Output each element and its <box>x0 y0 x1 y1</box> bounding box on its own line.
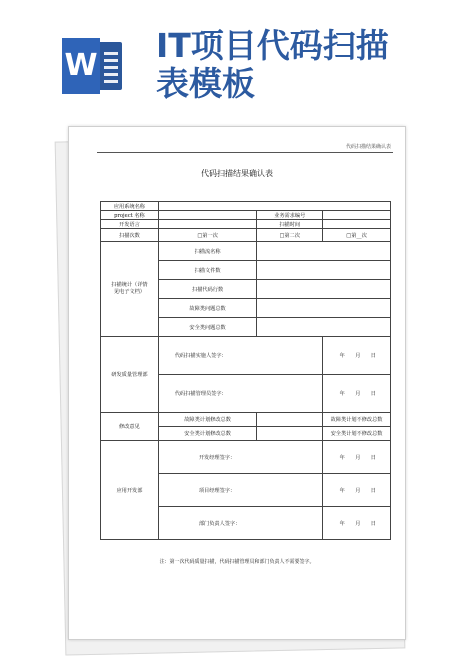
table-row <box>101 242 391 261</box>
month-label: 月 <box>355 353 361 359</box>
day-label: 日 <box>370 391 376 397</box>
template-title-line1: IT项目代码扫描 <box>156 26 389 65</box>
year-label: 年 <box>339 353 345 359</box>
label-business-req-no: 业务需求编号 <box>257 211 323 220</box>
checkbox-nth-scan[interactable]: □第__次 <box>323 229 391 242</box>
word-icon <box>62 38 126 94</box>
template-title <box>156 27 389 103</box>
stats-value-files <box>257 261 391 280</box>
dev-manager-date <box>323 441 391 474</box>
table-row <box>101 413 391 427</box>
month-label: 月 <box>355 487 361 494</box>
day-label: 日 <box>370 353 376 359</box>
template-title-line2: 表模板 <box>156 64 255 103</box>
dev-manager-sign-label: 开发经理签字： <box>158 441 322 474</box>
stats-label-files: 扫描文件数 <box>158 261 257 280</box>
label-sec-plan-fix: 安全类计划修改总数 <box>158 427 257 441</box>
label-rd-quality-dept: 研发质量管理部 <box>101 337 159 413</box>
label-app-name: 应用系统名称 <box>101 202 159 211</box>
scan-executor-sign-label: 代码扫描实施人签字： <box>158 337 322 375</box>
label-fault-plan-fix: 故障类计划修改总数 <box>158 413 257 427</box>
year-label: 年 <box>339 454 345 461</box>
table-row <box>101 229 391 242</box>
checkbox-first-scan[interactable]: □第一次 <box>158 229 257 242</box>
table-row <box>101 441 391 474</box>
running-head: 代码扫描结果确认表 <box>345 144 391 150</box>
dept-head-date <box>323 507 391 540</box>
value-business-req-no <box>323 211 391 220</box>
dept-head-sign-label: 部门负责人签字： <box>158 507 322 540</box>
label-scan-stats: 扫描统计（详情见电子文档） <box>101 242 159 337</box>
pm-date <box>323 474 391 507</box>
word-icon-letter: W <box>62 38 100 94</box>
label-scan-count: 扫描次数 <box>101 229 159 242</box>
label-dev-language: 开发语言 <box>101 220 159 229</box>
header-rule <box>97 152 393 153</box>
value-dev-language <box>158 220 257 229</box>
label-sec-plan-nofix: 安全类计划不修改总数 <box>323 427 391 441</box>
pm-sign-label: 项目经理签字： <box>158 474 322 507</box>
day-label: 日 <box>370 520 376 527</box>
label-fix-opinion: 修改意见 <box>101 413 159 441</box>
day-label: 日 <box>370 454 376 461</box>
table-row <box>101 220 391 229</box>
value-fault-plan-fix <box>257 413 323 427</box>
stats-value-security-issues <box>257 318 391 337</box>
year-label: 年 <box>339 391 345 397</box>
day-label: 日 <box>370 487 376 494</box>
table-row <box>101 337 391 375</box>
year-label: 年 <box>339 520 345 527</box>
month-label: 月 <box>355 520 361 527</box>
stats-value-lines <box>257 280 391 299</box>
label-scan-time: 扫描时间 <box>257 220 323 229</box>
checkbox-second-scan[interactable]: □第二次 <box>257 229 323 242</box>
value-scan-time <box>323 220 391 229</box>
scan-admin-date <box>323 375 391 413</box>
year-label: 年 <box>339 487 345 494</box>
table-row <box>101 202 391 211</box>
stats-value-fault-issues <box>257 299 391 318</box>
scan-executor-date <box>323 337 391 375</box>
month-label: 月 <box>355 454 361 461</box>
stats-value-stream <box>257 242 391 261</box>
stats-label-security-issues: 安全类问题总数 <box>158 318 257 337</box>
scan-admin-sign-label: 代码扫描管理员签字： <box>158 375 322 413</box>
document-page <box>68 126 406 640</box>
confirmation-form-table <box>100 201 391 540</box>
label-project-name: project 名称 <box>101 211 159 220</box>
month-label: 月 <box>355 391 361 397</box>
footnote: 注：第一次代码质量扫描，代码扫描管理员和部门负责人不需要签字。 <box>159 559 315 565</box>
template-banner <box>0 0 474 118</box>
value-app-name <box>158 202 390 211</box>
table-row <box>101 211 391 220</box>
stats-label-stream: 扫描流名称 <box>158 242 257 261</box>
value-project-name <box>158 211 257 220</box>
label-fault-plan-nofix: 故障类计划不修改总数 <box>323 413 391 427</box>
document-title: 代码扫描结果确认表 <box>201 169 273 178</box>
stats-label-fault-issues: 故障类问题总数 <box>158 299 257 318</box>
label-app-dev-dept: 应用开发部 <box>101 441 159 540</box>
value-sec-plan-fix <box>257 427 323 441</box>
stats-label-lines: 扫描代码行数 <box>158 280 257 299</box>
